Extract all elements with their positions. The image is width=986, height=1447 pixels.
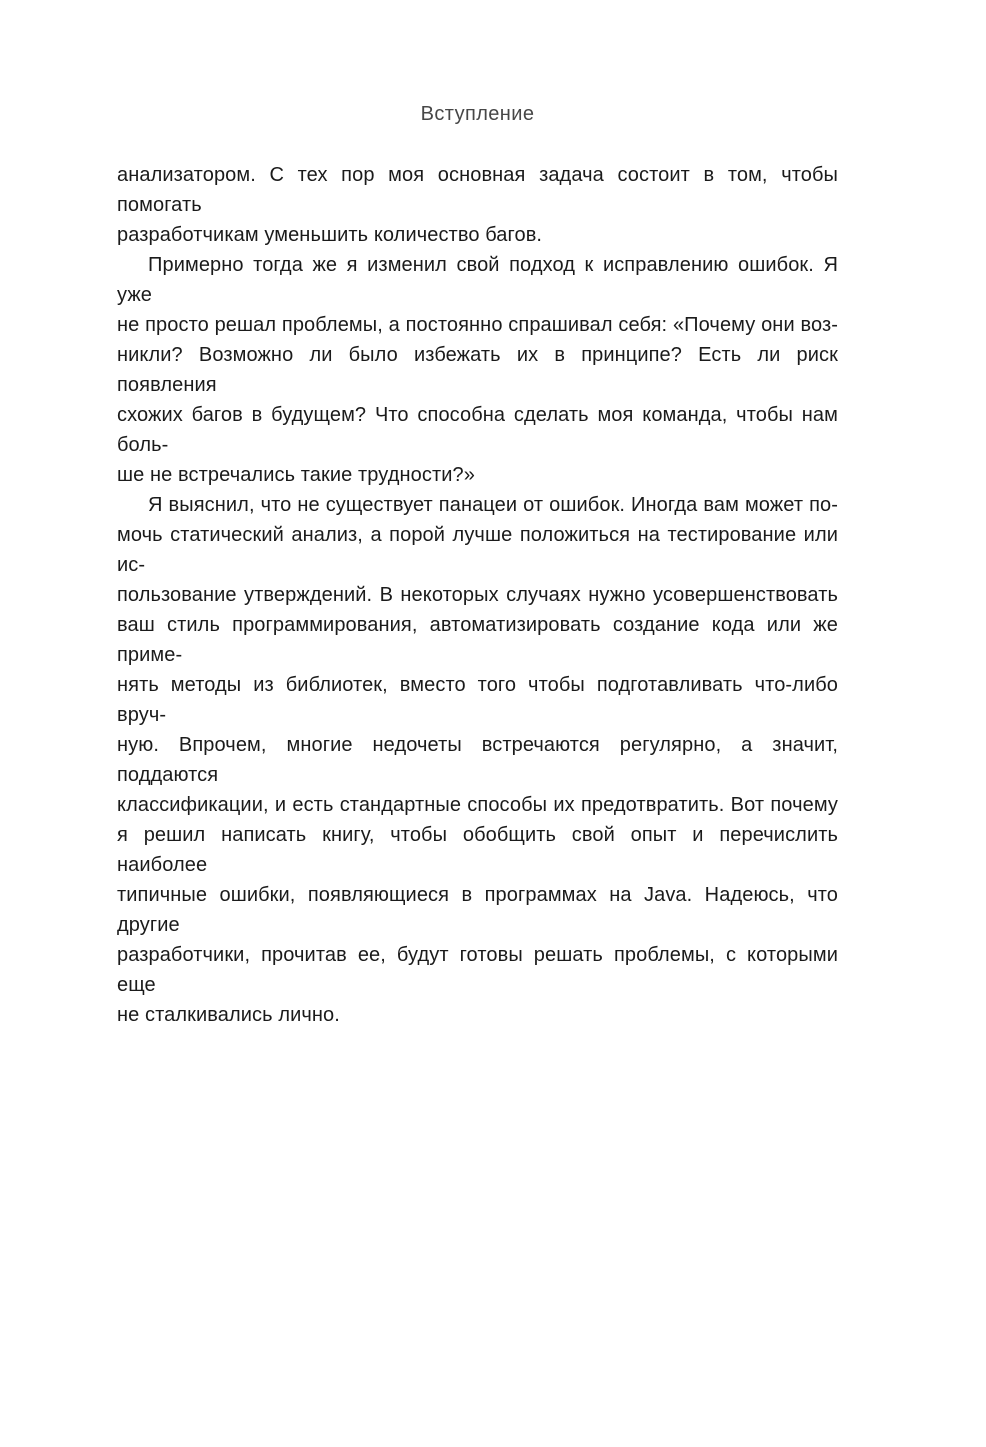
text-line: Я выяснил, что не существует панацеи от ошибок. Иногда вам может по-: [148, 494, 838, 516]
text-line: ную. Впрочем, многие недочеты встречаются регулярно, а значит, поддаются: [117, 734, 838, 786]
text-line: классификации, и есть стандартные способы их предотвратить. Вот почему: [117, 794, 838, 816]
text-line: нять методы из библиотек, вместо того чтобы подготавливать что-либо вруч-: [117, 674, 838, 726]
body-text: [117, 160, 838, 1030]
text-line: не просто решал проблемы, а постоянно спрашивал себя: «Почему они воз-: [117, 314, 838, 336]
text-line: пользование утверждений. В некоторых случаях нужно усовершенствовать: [117, 584, 838, 606]
running-head: Вступление: [420, 103, 535, 125]
text-line: Примерно тогда же я изменил свой подход к исправлению ошибок. Я уже: [117, 254, 838, 306]
text-line: разработчикам уменьшить количество багов.: [117, 224, 543, 246]
text-line: типичные ошибки, появляющиеся в программах на Java. Надеюсь, что другие: [117, 884, 838, 936]
text-line: я решил написать книгу, чтобы обобщить свой опыт и перечислить наиболее: [117, 824, 838, 876]
text-line: разработчики, прочитав ее, будут готовы решать проблемы, с которыми еще: [117, 944, 838, 996]
text-line: не сталкивались лично.: [117, 1004, 340, 1026]
text-line: никли? Возможно ли было избежать их в принципе? Есть ли риск появления: [117, 344, 838, 396]
text-line: анализатором. С тех пор моя основная задача состоит в том, чтобы помогать: [117, 164, 838, 216]
text-line: ваш стиль программирования, автоматизировать создание кода или же приме-: [117, 614, 838, 666]
text-line: ше не встречались такие трудности?»: [117, 464, 475, 486]
text-line: схожих багов в будущем? Что способна сделать моя команда, чтобы нам боль-: [117, 404, 838, 456]
text-line: мочь статический анализ, а порой лучше положиться на тестирование или ис-: [117, 524, 838, 576]
